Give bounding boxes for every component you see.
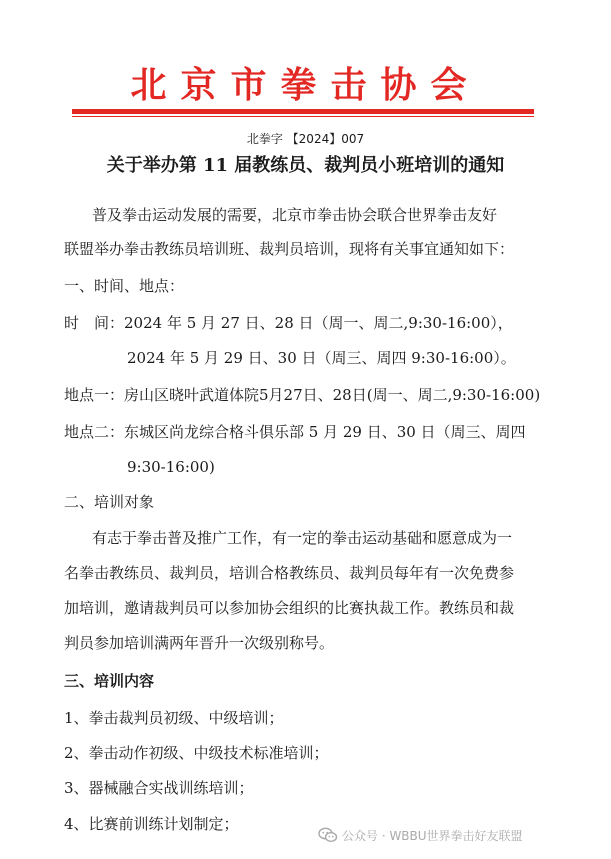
- doc-number: 北拳字 【2024】007: [246, 132, 365, 146]
- intro-line-2: 联盟举办拳击教练员培训班、裁判员培训，现将有关事宜通知如下：: [64, 240, 515, 258]
- content-item: 1、拳击裁判员初级、中级培训；: [64, 709, 284, 727]
- location-1: 地点一：房山区晓叶武道体院5月27日、28日(周一、周二,9:30-16:00): [64, 386, 541, 404]
- watermark: [318, 824, 523, 846]
- notice-title: 关于举办第 11 届教练员、裁判员小班培训的通知: [106, 155, 505, 176]
- section-2-heading: 二、培训对象: [64, 493, 155, 511]
- section-1-heading: 一、时间、地点：: [64, 277, 185, 295]
- time-line-2: 2024 年 5 月 29 日、30 日（周三、周四 9:30-16:00）。: [127, 349, 516, 367]
- section-2-para-line-3: 加培训，邀请裁判员可以参加协会组织的比赛执裁工作。教练员和裁: [64, 599, 515, 617]
- section-2-para-line-2: 名拳击教练员、裁判员，培训合格教练员、裁判员每年有一次免费参: [64, 564, 515, 582]
- time-line-1: 时 间：2024 年 5 月 27 日、28 日（周一、周二,9:30-16:00），: [64, 314, 513, 332]
- org-title: 北京市拳击协会: [130, 65, 481, 106]
- wechat-icon: [318, 827, 338, 843]
- section-2-para-line-1: 有志于拳击普及推广工作，有一定的拳击运动基础和愿意成为一: [92, 529, 513, 547]
- content-item: 4、比赛前训练计划制定；: [64, 815, 239, 833]
- content-item: 2、拳击动作初级、中级技术标准培训；: [64, 744, 329, 762]
- header-rule-thin: [72, 116, 534, 117]
- intro-line-1: 普及拳击运动发展的需要，北京市拳击协会联合世界拳击友好: [92, 206, 498, 224]
- header-rule-thick: [72, 109, 534, 114]
- location-2-cont: 9:30-16:00): [127, 458, 215, 476]
- watermark-text: 公众号 · WBBU世界拳击好友联盟: [342, 828, 523, 843]
- location-2: 地点二：东城区尚龙综合格斗俱乐部 5 月 29 日、30 日（周三、周四: [64, 423, 526, 441]
- section-2-para-line-4: 判员参加培训满两年晋升一次级别称号。: [64, 634, 335, 652]
- content-item: 3、器械融合实战训练培训；: [64, 779, 254, 797]
- section-3-heading: 三、培训内容: [64, 672, 155, 690]
